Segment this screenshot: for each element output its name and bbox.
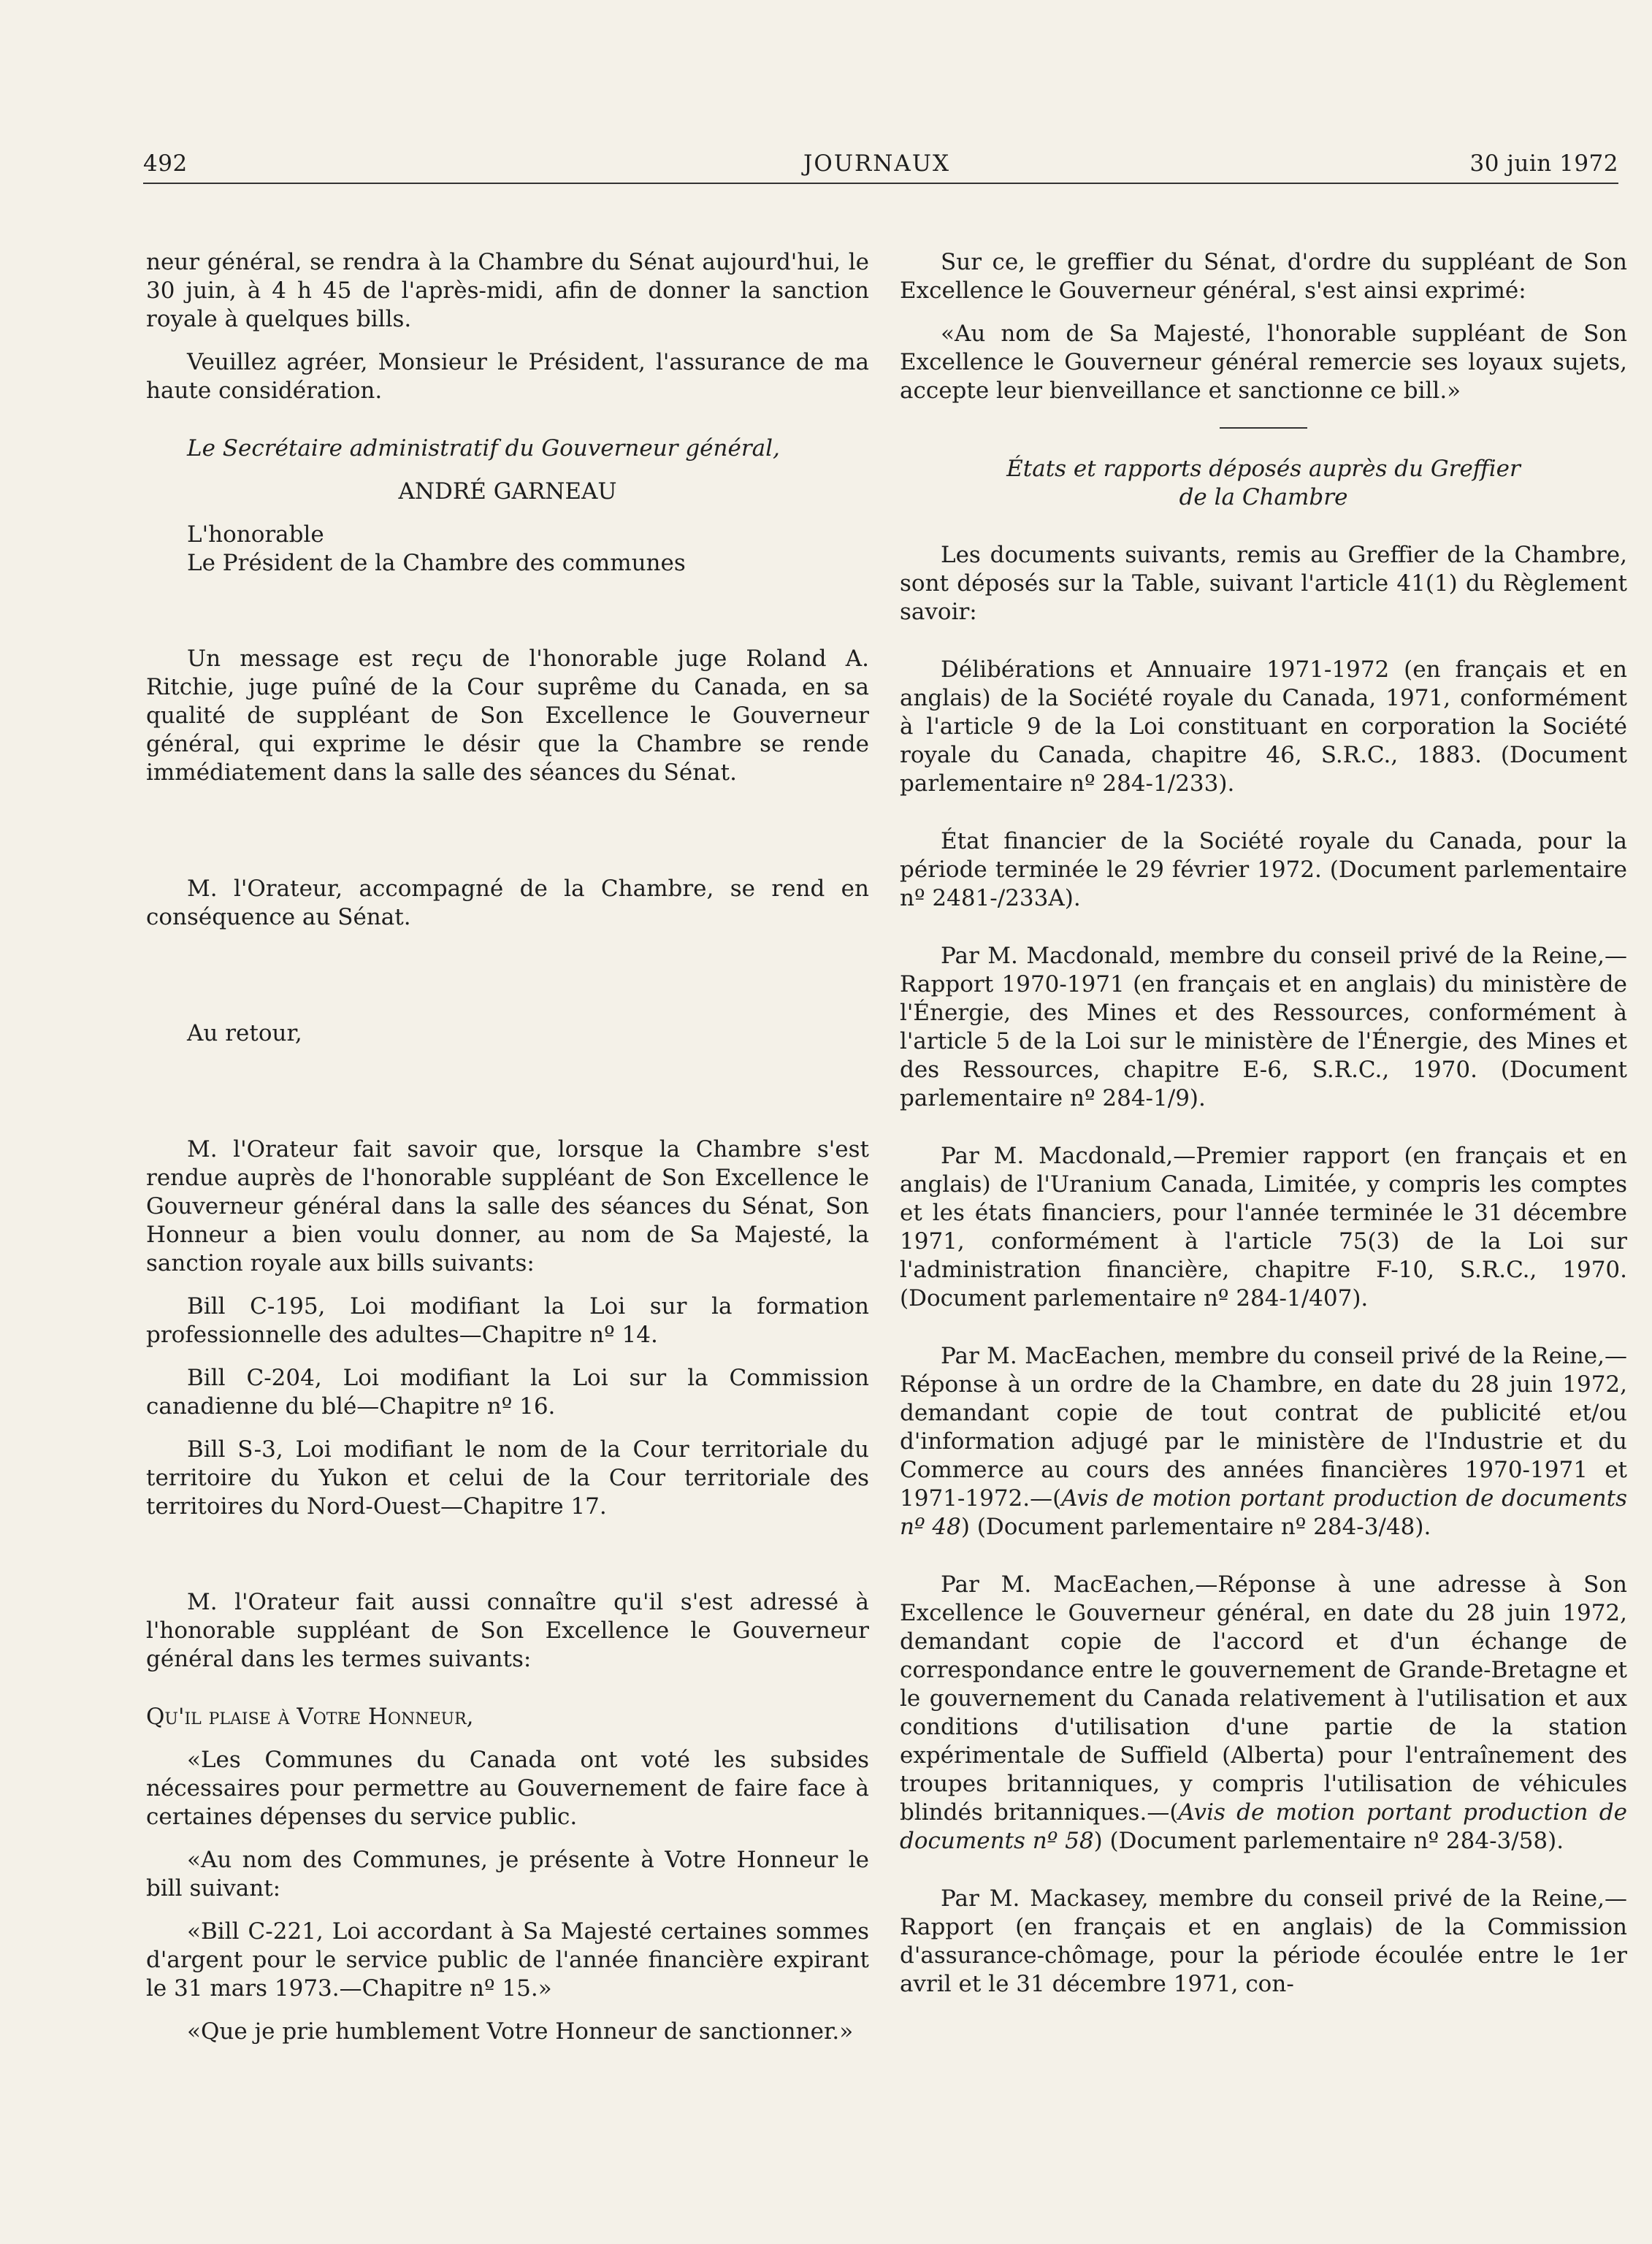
text-run: ) (Document parlementaire nº 284-3/58). [1093,1828,1564,1854]
header-rule [143,183,1618,184]
document-entry: Par M. Mackasey, membre du conseil privé de la Reine,—Rapport (en français et en anglais) de la Commission d'assurance-chômage, pour la période écoulée entre le 1er avril et le 31 décembre 1971, con- [900,1885,1627,1997]
paragraph: Au retour, [187,1020,302,1046]
quote-paragraph: «Au nom des Communes, je présente à Votre Honneur le bill suivant: [146,1847,869,1902]
section-divider [1220,427,1307,429]
bill-entry: Bill C-195, Loi modifiant la Loi sur la formation professionnelle des adultes—Chapitre nº 14. [146,1293,869,1348]
document-entry [900,1571,1627,1856]
quote-paragraph: «Bill C-221, Loi accordant à Sa Majesté certaines sommes d'argent pour le service public de l'année financière expirant le 31 mars 1973.—Chapitre nº 15.» [146,1918,869,2002]
journal-title: JOURNAUX [803,150,951,177]
addressee-line: Le Président de la Chambre des communes [187,550,686,576]
quote-paragraph: «Que je prie humblement Votre Honneur de sanctionner.» [187,2018,854,2045]
signature-name: ANDRÉ GARNEAU [398,478,617,505]
right-column [900,248,1627,1999]
quote-paragraph: «Les Communes du Canada ont voté les subsides nécessaires pour permettre au Gouvernement de faire face à certaines dépenses du service public. [146,1747,869,1830]
document-entry: Par M. Macdonald,—Premier rapport (en français et en anglais) de l'Uranium Canada, Limitée, y compris les comptes et les états financiers, pour l'année terminée le 31 décembre 1971, conformément à l'article 75(3) de la Loi sur l'administration financière, chapitre F-10, S.R.C., 1970. (Document parlementaire nº 284-1/407). [900,1143,1627,1311]
bill-entry: Bill S-3, Loi modifiant le nom de la Cour territoriale du territoire du Yukon et celui de la Cour territoriale des territoires du Nord-Ouest—Chapitre 17. [146,1436,869,1520]
bill-entry: Bill C-204, Loi modifiant la Loi sur la Commission canadienne du blé—Chapitre nº 16. [146,1365,869,1420]
paragraph: M. l'Orateur fait savoir que, lorsque la Chambre s'est rendue auprès de l'honorable suppléant de Son Excellence le Gouverneur général dans la salle des séances du Sénat, Son Honneur a bien voulu donner, au nom de Sa Majesté, la sanction royale aux bills suivants: [146,1136,869,1276]
document-entry: Par M. Macdonald, membre du conseil privé de la Reine,—Rapport 1970-1971 (en français et en anglais) du ministère de l'Énergie, des Mines et des Ressources, conformément à l'article 5 de la Loi sur le ministère de l'Énergie, des Mines et des Ressources, chapitre E-6, S.R.C., 1970. (Document parlementaire nº 284-1/9). [900,943,1627,1111]
paragraph: Un message est reçu de l'honorable juge Roland A. Ritchie, juge puîné de la Cour suprême du Canada, en sa qualité de suppléant de Son Excellence le Gouverneur général, qui exprime le désir que la Chambre se rende immédiatement dans la salle des séances du Sénat. [146,646,869,786]
paragraph: Veuillez agréer, Monsieur le Président, l'assurance de ma haute considération. [146,349,869,404]
paragraph: M. l'Orateur fait aussi connaître qu'il s'est adressé à l'honorable suppléant de Son Excellence le Gouverneur général dans les termes suivants: [146,1589,869,1672]
paragraph: neur général, se rendra à la Chambre du Sénat aujourd'hui, le 30 juin, à 4 h 45 de l'après-midi, afin de donner la sanction royale à quelques bills. [146,249,869,332]
page-date: 30 juin 1972 [1469,150,1618,177]
document-entry: Délibérations et Annuaire 1971-1972 (en français et en anglais) de la Société royale du Canada, 1971, conformément à l'article 9 de la Loi constituant en corporation la Société royale du Canada, chapitre 46, S.R.C., 1883. (Document parlementaire nº 284-1/233). [900,656,1627,797]
paragraph: M. l'Orateur, accompagné de la Chambre, se rend en conséquence au Sénat. [146,876,869,930]
italic-run: Avis de motion portant production de documents nº 48 [900,1485,1627,1540]
italic-run: Avis de motion portant production de documents nº 58 [900,1799,1628,1854]
signature-title: Le Secrétaire administratif du Gouverneur général, [187,435,780,462]
page-header [143,150,1618,184]
salutation: Qu'il plaise à Votre Honneur, [146,1704,474,1730]
section-title: États et rapports déposés auprès du Greffier [1006,456,1521,482]
section-title: de la Chambre [1179,484,1348,510]
page-number: 492 [143,150,188,177]
paragraph: Sur ce, le greffier du Sénat, d'ordre du suppléant de Son Excellence le Gouverneur général, s'est ainsi exprimé: [900,249,1627,304]
document-entry [900,1342,1627,1542]
text-run: ) (Document parlementaire nº 284-3/48). [960,1514,1431,1540]
left-column [146,248,869,2046]
quote-paragraph: «Au nom de Sa Majesté, l'honorable suppléant de Son Excellence le Gouverneur général remercie ses loyaux sujets, accepte leur bienveillance et sanctionne ce bill.» [900,321,1627,404]
paragraph: Les documents suivants, remis au Greffier de la Chambre, sont déposés sur la Table, suivant l'article 41(1) du Règlement savoir: [900,542,1627,625]
addressee-line: L'honorable [187,521,324,548]
text-run: Par M. MacEachen, membre du conseil privé de la Reine,—Réponse à un ordre de la Chambre, en date du 28 juin 1972, demandant copie de tout contrat de publicité et/ou d'information adjugé par le ministère de l'Industrie et du Commerce au cours des années financières 1970-1971 et 1971-1972.—( [900,1343,1627,1512]
text-run: Par M. MacEachen,—Réponse à une adresse à Son Excellence le Gouverneur général, en date du 28 juin 1972, demandant copie de l'accord et d'un échange de correspondance entre le gouvernement de Grande-Bretagne et le gouvernement du Canada relativement à l'utilisation et aux conditions d'utilisation d'une partie de la station expérimentale de Suffield (Alberta) pour l'entraînement des troupes britanniques, y compris l'utilisation de véhicules blindés britanniques.—( [900,1571,1627,1826]
document-entry: État financier de la Société royale du Canada, pour la période terminée le 29 février 1972. (Document parlementaire nº 2481-/233A). [900,828,1627,911]
